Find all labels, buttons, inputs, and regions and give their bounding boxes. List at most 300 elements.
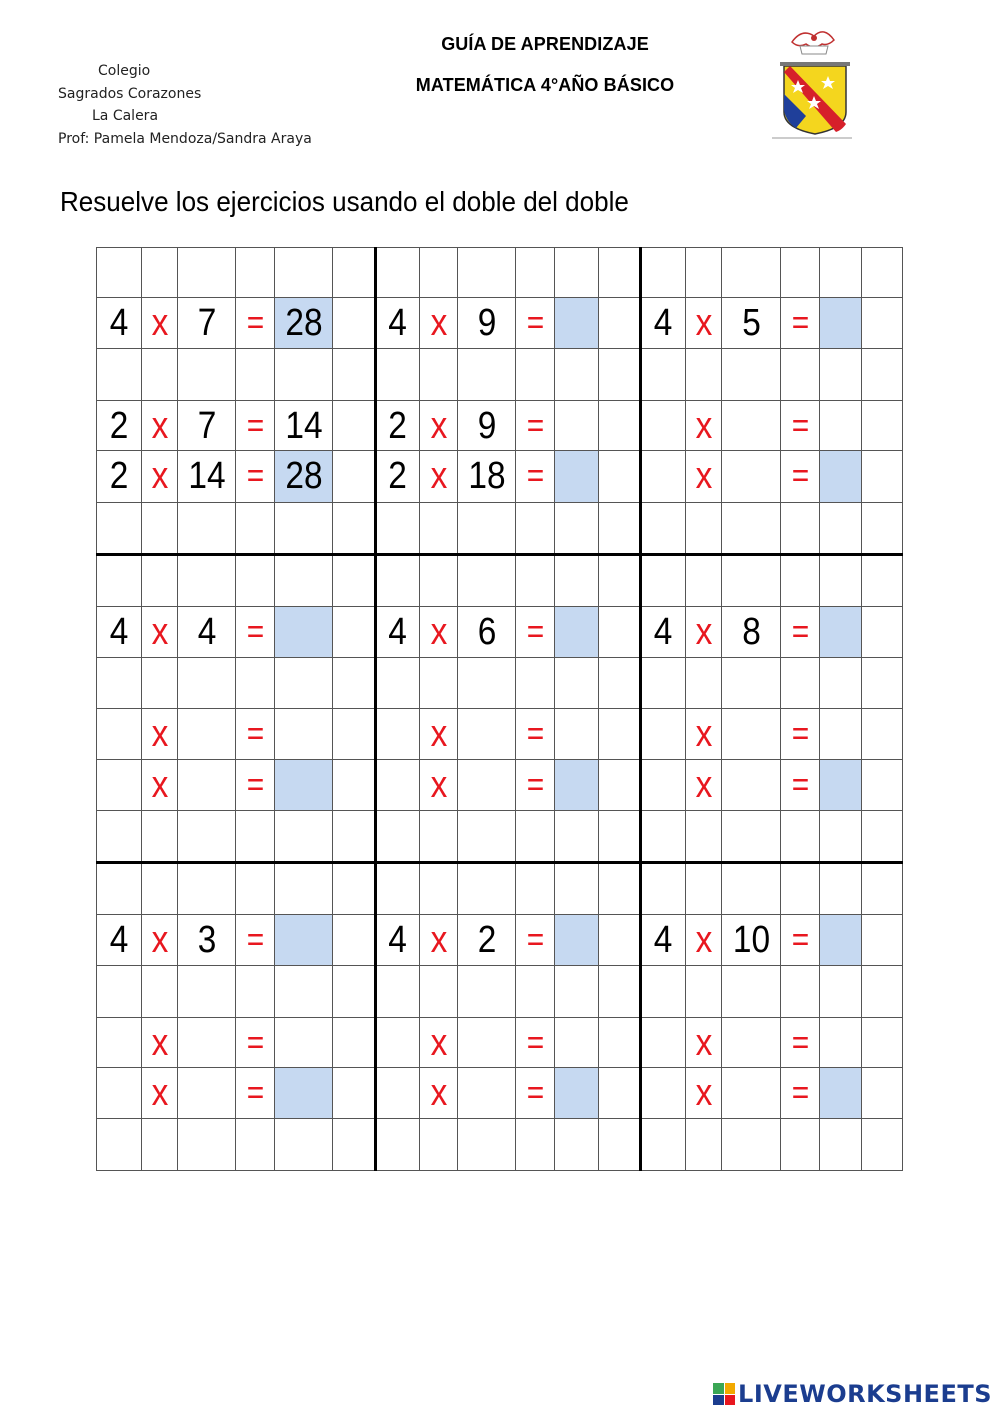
grid-cell — [375, 1068, 420, 1119]
answer-cell[interactable] — [820, 1068, 862, 1119]
grid-cell — [458, 503, 516, 555]
grid-cell — [686, 247, 722, 298]
answer-cell[interactable] — [275, 709, 333, 760]
grid-cell — [142, 863, 178, 915]
exercise-1-row-3-factor-b: 14 — [188, 455, 226, 497]
grid-cell — [640, 451, 686, 503]
exercise-2-row-2-equals-sign: = — [526, 407, 545, 445]
answer-cell[interactable] — [555, 451, 599, 503]
grid-cell — [555, 658, 599, 709]
answer-cell[interactable] — [555, 1068, 599, 1119]
grid-cell — [820, 349, 862, 401]
exercise-5-row-3-equals-sign: = — [526, 766, 545, 804]
answer-cell[interactable] — [555, 607, 599, 658]
grid-cell — [640, 811, 686, 863]
grid-cell — [420, 658, 458, 709]
grid-cell — [722, 1119, 781, 1171]
grid-cell — [142, 1119, 178, 1171]
grid-cell — [178, 658, 236, 709]
exercise-1-row-2-times-sign: x — [151, 405, 169, 447]
grid-cell — [96, 503, 142, 555]
grid-cell — [781, 1119, 820, 1171]
grid-cell — [820, 658, 862, 709]
grid-cell — [178, 503, 236, 555]
grid-cell — [722, 349, 781, 401]
grid-cell — [275, 503, 333, 555]
exercise-2-row-1-factor-a: 4 — [388, 302, 407, 344]
grid-cell — [516, 966, 555, 1018]
grid-cell — [862, 1119, 903, 1171]
grid-cell — [555, 863, 599, 915]
grid-cell — [686, 863, 722, 915]
grid-cell — [275, 658, 333, 709]
answer-cell[interactable] — [275, 1068, 333, 1119]
grid-cell — [333, 1119, 375, 1171]
exercise-1-row-2-equals-sign: = — [246, 407, 265, 445]
grid-cell — [375, 863, 420, 915]
answer-cell[interactable] — [820, 401, 862, 451]
block-divider-vertical — [374, 247, 377, 1171]
grid-cell — [142, 349, 178, 401]
grid-cell — [722, 401, 781, 451]
grid-cell — [375, 1119, 420, 1171]
grid-cell — [142, 966, 178, 1018]
grid-cell — [640, 401, 686, 451]
grid-cell — [375, 247, 420, 298]
answer-cell[interactable] — [820, 1018, 862, 1068]
grid-cell — [686, 1119, 722, 1171]
exercise-4-row-1-factor-b: 4 — [197, 611, 217, 653]
answer-cell[interactable] — [555, 1018, 599, 1068]
grid-cell — [862, 966, 903, 1018]
exercise-1-row-2-factor-b: 7 — [197, 405, 217, 447]
grid-cell — [236, 555, 275, 607]
answer-cell[interactable] — [555, 709, 599, 760]
exercise-2-row-3-times-sign: x — [430, 455, 448, 497]
grid-cell — [781, 555, 820, 607]
grid-cell — [599, 863, 640, 915]
grid-cell — [640, 503, 686, 555]
grid-cell — [862, 349, 903, 401]
exercise-6-row-1-equals-sign: = — [791, 613, 810, 651]
grid-cell — [516, 1119, 555, 1171]
answer-cell[interactable] — [275, 1018, 333, 1068]
grid-cell — [555, 503, 599, 555]
grid-cell — [781, 811, 820, 863]
grid-cell — [516, 349, 555, 401]
grid-cell — [275, 863, 333, 915]
grid-cell — [375, 709, 420, 760]
grid-cell — [236, 349, 275, 401]
grid-cell — [375, 966, 420, 1018]
grid-cell — [599, 811, 640, 863]
exercise-3-row-1-times-sign: x — [695, 302, 713, 344]
grid-cell — [333, 966, 375, 1018]
footer-brand-text: LIVEWORKSHEETS — [738, 1380, 992, 1408]
grid-cell — [96, 709, 142, 760]
grid-cell — [275, 1119, 333, 1171]
school-line-2: Sagrados Corazones — [58, 85, 202, 102]
grid-cell — [781, 658, 820, 709]
grid-cell — [599, 915, 640, 966]
exercise-8-row-1-factor-a: 4 — [388, 919, 407, 961]
grid-cell — [375, 349, 420, 401]
grid-cell — [516, 503, 555, 555]
grid-cell — [722, 247, 781, 298]
grid-cell — [555, 811, 599, 863]
exercise-7-row-2-equals-sign: = — [246, 1024, 265, 1062]
exercise-1-row-1-factor-b: 7 — [197, 302, 217, 344]
school-line-1: Colegio — [98, 63, 151, 79]
grid-cell — [333, 760, 375, 811]
block-divider-horizontal — [96, 861, 903, 864]
grid-cell — [420, 349, 458, 401]
grid-cell — [862, 760, 903, 811]
grid-cell — [333, 401, 375, 451]
exercise-1-row-1-result: 28 — [285, 302, 323, 344]
grid-cell — [142, 555, 178, 607]
grid-cell — [375, 811, 420, 863]
grid-cell — [236, 811, 275, 863]
exercise-2-row-3-equals-sign: = — [526, 457, 545, 495]
grid-cell — [375, 555, 420, 607]
grid-cell — [178, 349, 236, 401]
grid-cell — [236, 503, 275, 555]
grid-cell — [555, 247, 599, 298]
grid-cell — [96, 1068, 142, 1119]
grid-cell — [236, 247, 275, 298]
grid-cell — [142, 811, 178, 863]
exercise-8-row-3-equals-sign: = — [526, 1074, 545, 1112]
grid-cell — [333, 811, 375, 863]
grid-cell — [862, 1068, 903, 1119]
answer-cell[interactable] — [555, 401, 599, 451]
grid-cell — [275, 349, 333, 401]
grid-cell — [458, 966, 516, 1018]
grid-cell — [686, 658, 722, 709]
grid-cell — [722, 760, 781, 811]
exercise-7-row-1-equals-sign: = — [246, 921, 265, 959]
grid-cell — [862, 658, 903, 709]
grid-cell — [722, 709, 781, 760]
grid-cell — [458, 863, 516, 915]
exercise-7-row-1-factor-a: 4 — [109, 919, 129, 961]
exercise-9-row-2-equals-sign: = — [791, 1024, 810, 1062]
grid-cell — [236, 658, 275, 709]
grid-cell — [722, 966, 781, 1018]
exercise-8-row-3-times-sign: x — [430, 1072, 448, 1114]
exercise-7-row-1-factor-b: 3 — [197, 919, 217, 961]
grid-cell — [599, 658, 640, 709]
exercise-4-row-1-equals-sign: = — [246, 613, 265, 651]
answer-cell[interactable] — [555, 298, 599, 349]
exercise-6-row-2-times-sign: x — [695, 713, 713, 755]
exercise-3-row-1-factor-a: 4 — [653, 302, 673, 344]
grid-cell — [458, 1119, 516, 1171]
exercise-1-row-3-times-sign: x — [151, 455, 169, 497]
grid-cell — [599, 401, 640, 451]
grid-cell — [178, 1068, 236, 1119]
grid-cell — [375, 658, 420, 709]
grid-cell — [862, 811, 903, 863]
grid-cell — [640, 1018, 686, 1068]
exercise-6-row-2-equals-sign: = — [791, 715, 810, 753]
exercise-5-row-1-times-sign: x — [430, 611, 448, 653]
exercise-4-row-2-times-sign: x — [151, 713, 169, 755]
grid-cell — [862, 298, 903, 349]
exercise-5-row-2-equals-sign: = — [526, 715, 545, 753]
exercise-8-row-1-equals-sign: = — [526, 921, 545, 959]
grid-cell — [96, 863, 142, 915]
grid-cell — [178, 760, 236, 811]
grid-cell — [686, 555, 722, 607]
instruction-text: Resuelve los ejercicios usando el doble del doble — [60, 186, 629, 217]
exercise-9-row-1-factor-a: 4 — [653, 919, 673, 961]
grid-cell — [420, 811, 458, 863]
page-subtitle: MATEMÁTICA 4°AÑO BÁSICO — [415, 75, 675, 95]
grid-cell — [458, 658, 516, 709]
grid-cell — [178, 811, 236, 863]
grid-cell — [458, 1068, 516, 1119]
grid-cell — [599, 1068, 640, 1119]
block-divider-horizontal — [96, 553, 903, 556]
grid-cell — [178, 709, 236, 760]
grid-cell — [640, 658, 686, 709]
grid-cell — [236, 863, 275, 915]
grid-cell — [599, 1119, 640, 1171]
grid-cell — [96, 1119, 142, 1171]
grid-cell — [862, 451, 903, 503]
grid-cell — [333, 863, 375, 915]
exercise-3-row-3-equals-sign: = — [791, 457, 810, 495]
exercise-8-row-2-times-sign: x — [430, 1022, 448, 1064]
grid-cell — [458, 247, 516, 298]
grid-cell — [516, 863, 555, 915]
answer-cell[interactable] — [820, 709, 862, 760]
grid-cell — [96, 349, 142, 401]
exercise-1-row-1-equals-sign: = — [246, 304, 265, 342]
grid-cell — [178, 1119, 236, 1171]
exercise-2-row-2-factor-a: 2 — [388, 405, 407, 447]
grid-cell — [722, 555, 781, 607]
answer-cell[interactable] — [555, 760, 599, 811]
grid-cell — [96, 760, 142, 811]
grid-cell — [640, 709, 686, 760]
grid-cell — [862, 1018, 903, 1068]
grid-cell — [333, 607, 375, 658]
grid-cell — [178, 247, 236, 298]
exercise-3-row-2-times-sign: x — [695, 405, 713, 447]
grid-cell — [640, 760, 686, 811]
exercise-5-row-3-times-sign: x — [430, 764, 448, 806]
exercise-4-row-2-equals-sign: = — [246, 715, 265, 753]
grid-cell — [275, 555, 333, 607]
exercise-8-row-1-factor-b: 2 — [477, 919, 497, 961]
school-line-3: La Calera — [92, 108, 159, 124]
grid-cell — [420, 966, 458, 1018]
exercise-3-row-2-equals-sign: = — [791, 407, 810, 445]
grid-cell — [458, 349, 516, 401]
exercise-1-row-2-result: 14 — [285, 405, 323, 447]
exercise-6-row-3-times-sign: x — [695, 764, 713, 806]
grid-cell — [333, 247, 375, 298]
grid-cell — [275, 811, 333, 863]
grid-cell — [458, 760, 516, 811]
grid-cell — [142, 503, 178, 555]
grid-cell — [96, 658, 142, 709]
grid-cell — [781, 503, 820, 555]
grid-cell — [333, 349, 375, 401]
grid-cell — [96, 247, 142, 298]
grid-cell — [722, 658, 781, 709]
answer-cell[interactable] — [275, 760, 333, 811]
grid-cell — [862, 915, 903, 966]
grid-cell — [96, 555, 142, 607]
exercise-3-row-1-factor-b: 5 — [742, 302, 761, 344]
grid-cell — [178, 966, 236, 1018]
grid-cell — [722, 811, 781, 863]
exercise-5-row-1-factor-a: 4 — [388, 611, 407, 653]
answer-cell[interactable] — [820, 298, 862, 349]
grid-cell — [333, 709, 375, 760]
exercise-9-row-3-times-sign: x — [695, 1072, 713, 1114]
exercise-4-row-3-equals-sign: = — [246, 766, 265, 804]
grid-cell — [333, 1068, 375, 1119]
exercise-4-row-1-factor-a: 4 — [109, 611, 129, 653]
grid-cell — [599, 1018, 640, 1068]
exercise-4-row-1-times-sign: x — [151, 611, 169, 653]
grid-cell — [640, 247, 686, 298]
answer-cell[interactable] — [820, 451, 862, 503]
exercise-3-row-1-equals-sign: = — [791, 304, 810, 342]
grid-cell — [862, 607, 903, 658]
grid-cell — [781, 247, 820, 298]
grid-cell — [458, 811, 516, 863]
grid-cell — [862, 555, 903, 607]
answer-cell[interactable] — [275, 915, 333, 966]
exercise-6-row-1-factor-b: 8 — [742, 611, 761, 653]
liveworksheets-logo-icon — [713, 1383, 735, 1405]
grid-cell — [599, 760, 640, 811]
exercise-1-row-3-equals-sign: = — [246, 457, 265, 495]
exercise-6-row-1-factor-a: 4 — [653, 611, 673, 653]
grid-cell — [236, 1119, 275, 1171]
grid-cell — [333, 503, 375, 555]
grid-cell — [820, 863, 862, 915]
grid-cell — [640, 1068, 686, 1119]
grid-cell — [599, 607, 640, 658]
grid-cell — [516, 247, 555, 298]
grid-cell — [555, 555, 599, 607]
grid-cell — [420, 1119, 458, 1171]
exercise-4-row-3-times-sign: x — [151, 764, 169, 806]
answer-cell[interactable] — [820, 760, 862, 811]
grid-cell — [640, 966, 686, 1018]
grid-cell — [599, 247, 640, 298]
grid-cell — [599, 451, 640, 503]
exercise-7-row-3-equals-sign: = — [246, 1074, 265, 1112]
grid-cell — [375, 760, 420, 811]
grid-cell — [458, 1018, 516, 1068]
grid-cell — [275, 247, 333, 298]
exercise-9-row-2-times-sign: x — [695, 1022, 713, 1064]
grid-cell — [420, 863, 458, 915]
grid-cell — [458, 709, 516, 760]
exercise-8-row-2-equals-sign: = — [526, 1024, 545, 1062]
exercise-2-row-1-equals-sign: = — [526, 304, 545, 342]
exercise-7-row-2-times-sign: x — [151, 1022, 169, 1064]
grid-cell — [781, 863, 820, 915]
answer-cell[interactable] — [275, 607, 333, 658]
answer-cell[interactable] — [820, 607, 862, 658]
grid-cell — [781, 349, 820, 401]
exercise-1-row-1-factor-a: 4 — [109, 302, 129, 344]
grid-cell — [96, 811, 142, 863]
grid-cell — [96, 966, 142, 1018]
grid-cell — [333, 451, 375, 503]
exercise-2-row-1-times-sign: x — [430, 302, 448, 344]
exercise-5-row-1-factor-b: 6 — [477, 611, 497, 653]
grid-cell — [686, 349, 722, 401]
grid-cell — [640, 1119, 686, 1171]
grid-cell — [640, 349, 686, 401]
answer-cell[interactable] — [820, 915, 862, 966]
exercise-7-row-3-times-sign: x — [151, 1072, 169, 1114]
exercise-2-row-3-factor-b: 18 — [468, 455, 506, 497]
exercise-7-row-1-times-sign: x — [151, 919, 169, 961]
grid-cell — [420, 247, 458, 298]
grid-cell — [236, 966, 275, 1018]
exercise-3-row-3-times-sign: x — [695, 455, 713, 497]
block-divider-vertical — [639, 247, 642, 1171]
exercise-2-row-2-factor-b: 9 — [477, 405, 497, 447]
exercise-5-row-1-equals-sign: = — [526, 613, 545, 651]
grid-cell — [722, 1068, 781, 1119]
grid-cell — [599, 966, 640, 1018]
exercise-8-row-1-times-sign: x — [430, 919, 448, 961]
grid-cell — [599, 298, 640, 349]
exercise-1-row-1-times-sign: x — [151, 302, 169, 344]
grid-cell — [333, 658, 375, 709]
grid-cell — [820, 503, 862, 555]
page-title: GUÍA DE APRENDIZAJE — [441, 34, 649, 54]
grid-cell — [375, 1018, 420, 1068]
grid-cell — [820, 1119, 862, 1171]
grid-cell — [820, 247, 862, 298]
grid-cell — [333, 298, 375, 349]
exercise-9-row-1-factor-b: 10 — [732, 919, 771, 961]
exercise-9-row-1-equals-sign: = — [791, 921, 810, 959]
grid-cell — [722, 503, 781, 555]
grid-cell — [555, 349, 599, 401]
grid-cell — [516, 811, 555, 863]
grid-cell — [142, 658, 178, 709]
answer-cell[interactable] — [555, 915, 599, 966]
exercise-2-row-2-times-sign: x — [430, 405, 448, 447]
exercise-1-row-2-factor-a: 2 — [109, 405, 129, 447]
grid-cell — [820, 811, 862, 863]
grid-cell — [516, 555, 555, 607]
exercise-1-row-3-result: 28 — [285, 455, 323, 497]
exercise-6-row-1-times-sign: x — [695, 611, 713, 653]
grid-cell — [555, 1119, 599, 1171]
grid-cell — [178, 1018, 236, 1068]
grid-cell — [333, 915, 375, 966]
exercise-6-row-3-equals-sign: = — [791, 766, 810, 804]
grid-cell — [862, 503, 903, 555]
exercise-1-row-3-factor-a: 2 — [109, 455, 129, 497]
grid-cell — [142, 247, 178, 298]
